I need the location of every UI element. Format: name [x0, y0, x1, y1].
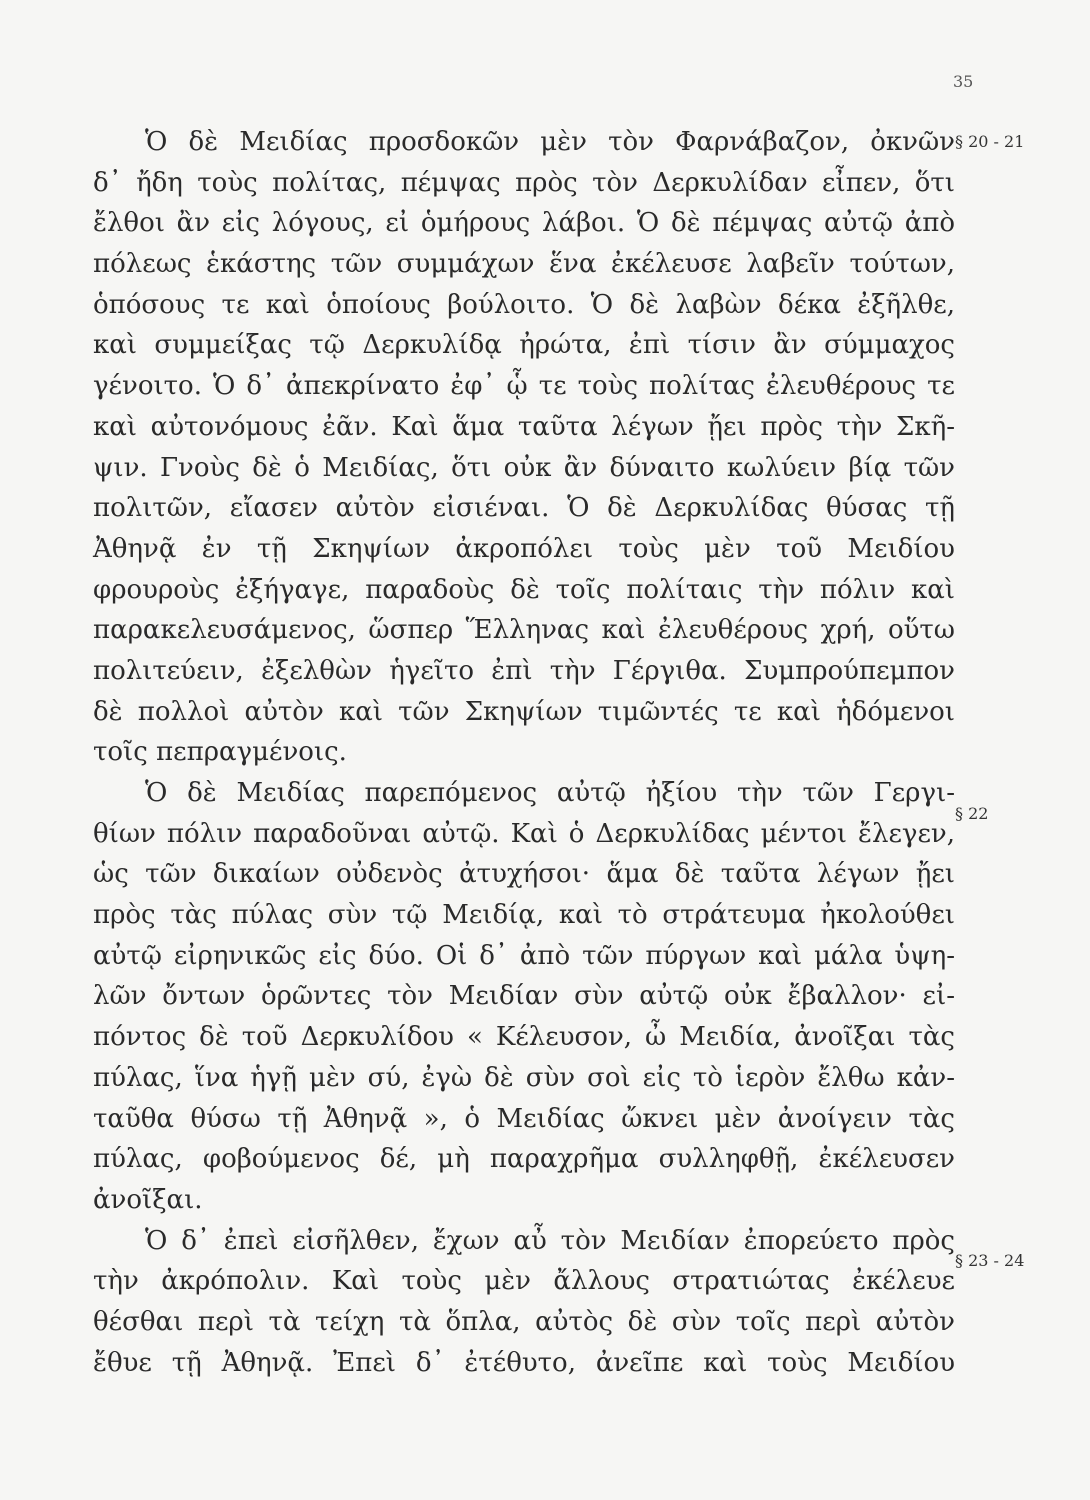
text-line: ἀνοῖξαι. — [93, 1184, 203, 1215]
text-line: Ὁ δὲ Μειδίας προσδοκῶν μὲν τὸν Φαρνάβαζον, ὀκνῶν — [145, 127, 955, 157]
text-line: ἔλθοι ἂν εἰς λόγους, εἰ ὁμήρους λάβοι. Ὁ δὲ πέμψας αὐτῷ ἀπὸ — [93, 208, 955, 239]
text-line: πύλας, φοβούμενος δέ, μὴ παραχρῆμα συλληφθῇ, ἐκέλευσεν — [93, 1144, 955, 1175]
margin-note-section: § 23 - 24 — [955, 1251, 1025, 1270]
text-line: ὡς τῶν δικαίων οὐδενὸς ἀτυχήσοι· ἅμα δὲ ταῦτα λέγων ᾔει — [93, 859, 955, 890]
paragraph-1 — [93, 122, 955, 773]
text-line: ὁπόσους τε καὶ ὁποίους βούλοιτο. Ὁ δὲ λαβὼν δέκα ἐξῆλθε, — [93, 289, 955, 320]
text-line: Ὁ δὲ Μειδίας παρεπόμενος αὐτῷ ἠξίου τὴν τῶν Γεργι- — [145, 778, 955, 808]
text-line: θίων πόλιν παραδοῦναι αὐτῷ. Καὶ ὁ Δερκυλίδας μέντοι ἔλεγεν, — [93, 818, 955, 849]
text-line: πρὸς τὰς πύλας σὺν τῷ Μειδίᾳ, καὶ τὸ στράτευμα ἠκολούθει — [93, 900, 955, 931]
text-line: δ᾽ ἤδη τοὺς πολίτας, πέμψας πρὸς τὸν Δερκυλίδαν εἶπεν, ὅτι — [93, 167, 955, 198]
text-line: καὶ αὐτονόμους ἐᾶν. Καὶ ἅμα ταῦτα λέγων ᾔει πρὸς τὴν Σκῆ- — [93, 411, 955, 442]
text-line: πολιτῶν, εἴασεν αὐτὸν εἰσιέναι. Ὁ δὲ Δερκυλίδας θύσας τῇ — [93, 493, 955, 524]
text-line: αὐτῷ εἰρηνικῶς εἰς δύο. Οἱ δ᾽ ἀπὸ τῶν πύργων καὶ μάλα ὑψη- — [93, 940, 955, 971]
text-line: Ἀθηνᾷ ἐν τῇ Σκηψίων ἀκροπόλει τοὺς μὲν τοῦ Μειδίου — [93, 533, 955, 564]
text-line: παρακελευσάμενος, ὥσπερ Ἕλληνας καὶ ἐλευθέρους χρή, οὕτω — [93, 615, 955, 646]
text-line: πολιτεύειν, ἐξελθὼν ἡγεῖτο ἐπὶ τὴν Γέργιθα. Συμπρούπεμπον — [93, 655, 955, 686]
paragraph-2 — [93, 773, 955, 1221]
body-text — [93, 122, 955, 1383]
text-line: πύλας, ἵνα ἡγῇ μὲν σύ, ἐγὼ δὲ σὺν σοὶ εἰς τὸ ἱερὸν ἔλθω κἀν- — [93, 1062, 955, 1093]
text-line: λῶν ὄντων ὁρῶντες τὸν Μειδίαν σὺν αὐτῷ οὐκ ἔβαλλον· εἰ- — [93, 981, 955, 1012]
text-line: ταῦθα θύσω τῇ Ἀθηνᾷ », ὁ Μειδίας ὤκνει μὲν ἀνοίγειν τὰς — [93, 1103, 955, 1134]
text-line: θέσθαι περὶ τὰ τείχη τὰ ὅπλα, αὐτὸς δὲ σὺν τοῖς περὶ αὐτὸν — [93, 1306, 955, 1337]
text-line: καὶ συμμείξας τῷ Δερκυλίδᾳ ἠρώτα, ἐπὶ τίσιν ἂν σύμμαχος — [93, 330, 955, 361]
page-number: 35 — [953, 72, 974, 91]
text-line: πόντος δὲ τοῦ Δερκυλίδου « Κέλευσον, ὦ Μειδία, ἀνοῖξαι τὰς — [93, 1022, 955, 1053]
text-line: ψιν. Γνοὺς δὲ ὁ Μειδίας, ὅτι οὐκ ἂν δύναιτο κωλύειν βίᾳ τῶν — [93, 452, 955, 483]
text-line: δὲ πολλοὶ αὐτὸν καὶ τῶν Σκηψίων τιμῶντές τε καὶ ἡδόμενοι — [93, 696, 955, 727]
text-line: τοῖς πεπραγμένοις. — [93, 737, 347, 768]
text-line: ἔθυε τῇ Ἀθηνᾷ. Ἐπεὶ δ᾽ ἐτέθυτο, ἀνεῖπε καὶ τοὺς Μειδίου — [93, 1347, 955, 1378]
text-line: πόλεως ἑκάστης τῶν συμμάχων ἕνα ἐκέλευσε λαβεῖν τούτων, — [93, 249, 955, 280]
text-line: φρουροὺς ἐξήγαγε, παραδοὺς δὲ τοῖς πολίταις τὴν πόλιν καὶ — [93, 574, 955, 605]
margin-note-section: § 20 - 21 — [955, 132, 1025, 151]
text-line: Ὁ δ᾽ ἐπεὶ εἰσῆλθεν, ἔχων αὖ τὸν Μειδίαν ἐπορεύετο πρὸς — [145, 1225, 955, 1256]
margin-note-section: § 22 — [955, 803, 989, 823]
text-line: τὴν ἀκρόπολιν. Καὶ τοὺς μὲν ἄλλους στρατιώτας ἐκέλευε — [93, 1266, 955, 1297]
text-line: γένοιτο. Ὁ δ᾽ ἀπεκρίνατο ἐφ᾽ ᾧ τε τοὺς πολίτας ἐλευθέρους τε — [93, 371, 955, 402]
paragraph-3 — [93, 1221, 955, 1384]
